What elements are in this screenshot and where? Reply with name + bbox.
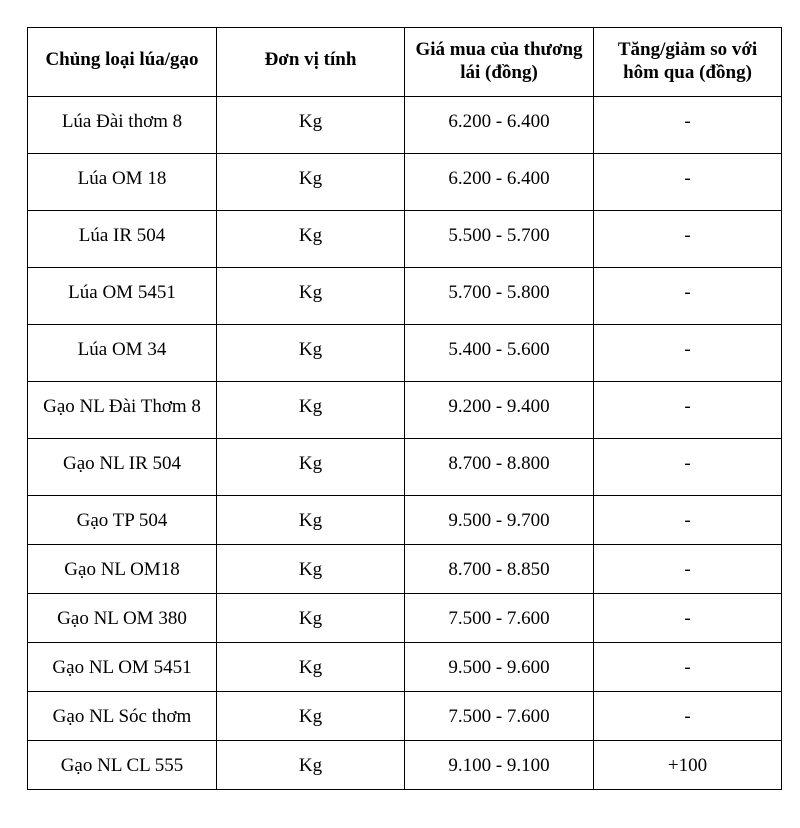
cell-rice-type: Gạo TP 504	[28, 496, 217, 545]
cell-unit: Kg	[217, 692, 405, 741]
cell-change: -	[594, 325, 782, 382]
table-row	[28, 154, 782, 211]
cell-unit: Kg	[217, 268, 405, 325]
cell-change: -	[594, 594, 782, 643]
table-row	[28, 741, 782, 790]
cell-unit: Kg	[217, 154, 405, 211]
cell-unit: Kg	[217, 439, 405, 496]
table-row	[28, 692, 782, 741]
cell-unit: Kg	[217, 496, 405, 545]
cell-price: 6.200 - 6.400	[405, 154, 594, 211]
table-row	[28, 325, 782, 382]
cell-rice-type: Gạo NL Đài Thơm 8	[28, 382, 217, 439]
cell-rice-type: Gạo NL Sóc thơm	[28, 692, 217, 741]
cell-rice-type: Lúa Đài thơm 8	[28, 97, 217, 154]
cell-unit: Kg	[217, 97, 405, 154]
cell-change: -	[594, 154, 782, 211]
cell-change: -	[594, 643, 782, 692]
cell-price: 6.200 - 6.400	[405, 97, 594, 154]
header-change-vs-yesterday: Tăng/giảm so với hôm qua (đồng)	[594, 28, 782, 97]
header-unit: Đơn vị tính	[217, 28, 405, 97]
cell-unit: Kg	[217, 325, 405, 382]
table-row	[28, 439, 782, 496]
cell-rice-type: Gạo NL OM 380	[28, 594, 217, 643]
cell-price: 5.500 - 5.700	[405, 211, 594, 268]
table-row	[28, 97, 782, 154]
cell-change: -	[594, 382, 782, 439]
cell-price: 9.500 - 9.700	[405, 496, 594, 545]
cell-change: -	[594, 439, 782, 496]
cell-change: -	[594, 545, 782, 594]
table-row	[28, 496, 782, 545]
cell-price: 7.500 - 7.600	[405, 692, 594, 741]
cell-price: 9.500 - 9.600	[405, 643, 594, 692]
cell-rice-type: Gạo NL OM 5451	[28, 643, 217, 692]
cell-unit: Kg	[217, 545, 405, 594]
table-header-row	[28, 28, 782, 97]
header-trader-price: Giá mua của thương lái (đồng)	[405, 28, 594, 97]
cell-price: 8.700 - 8.800	[405, 439, 594, 496]
cell-unit: Kg	[217, 382, 405, 439]
cell-unit: Kg	[217, 643, 405, 692]
cell-unit: Kg	[217, 211, 405, 268]
cell-rice-type: Lúa OM 18	[28, 154, 217, 211]
cell-unit: Kg	[217, 594, 405, 643]
cell-rice-type: Lúa OM 34	[28, 325, 217, 382]
cell-rice-type: Gạo NL CL 555	[28, 741, 217, 790]
cell-unit: Kg	[217, 741, 405, 790]
cell-price: 9.100 - 9.100	[405, 741, 594, 790]
cell-change: -	[594, 268, 782, 325]
table-row	[28, 545, 782, 594]
cell-rice-type: Gạo NL OM18	[28, 545, 217, 594]
cell-price: 5.400 - 5.600	[405, 325, 594, 382]
table-row	[28, 643, 782, 692]
cell-change: -	[594, 97, 782, 154]
table-row	[28, 382, 782, 439]
cell-change: -	[594, 692, 782, 741]
cell-change: -	[594, 496, 782, 545]
cell-price: 5.700 - 5.800	[405, 268, 594, 325]
cell-rice-type: Lúa IR 504	[28, 211, 217, 268]
cell-price: 8.700 - 8.850	[405, 545, 594, 594]
rice-price-table	[27, 27, 782, 790]
cell-rice-type: Gạo NL IR 504	[28, 439, 217, 496]
cell-rice-type: Lúa OM 5451	[28, 268, 217, 325]
table-row	[28, 268, 782, 325]
cell-change: +100	[594, 741, 782, 790]
cell-price: 9.200 - 9.400	[405, 382, 594, 439]
cell-price: 7.500 - 7.600	[405, 594, 594, 643]
table-row	[28, 594, 782, 643]
table-row	[28, 211, 782, 268]
cell-change: -	[594, 211, 782, 268]
header-rice-type: Chủng loại lúa/gạo	[28, 28, 217, 97]
